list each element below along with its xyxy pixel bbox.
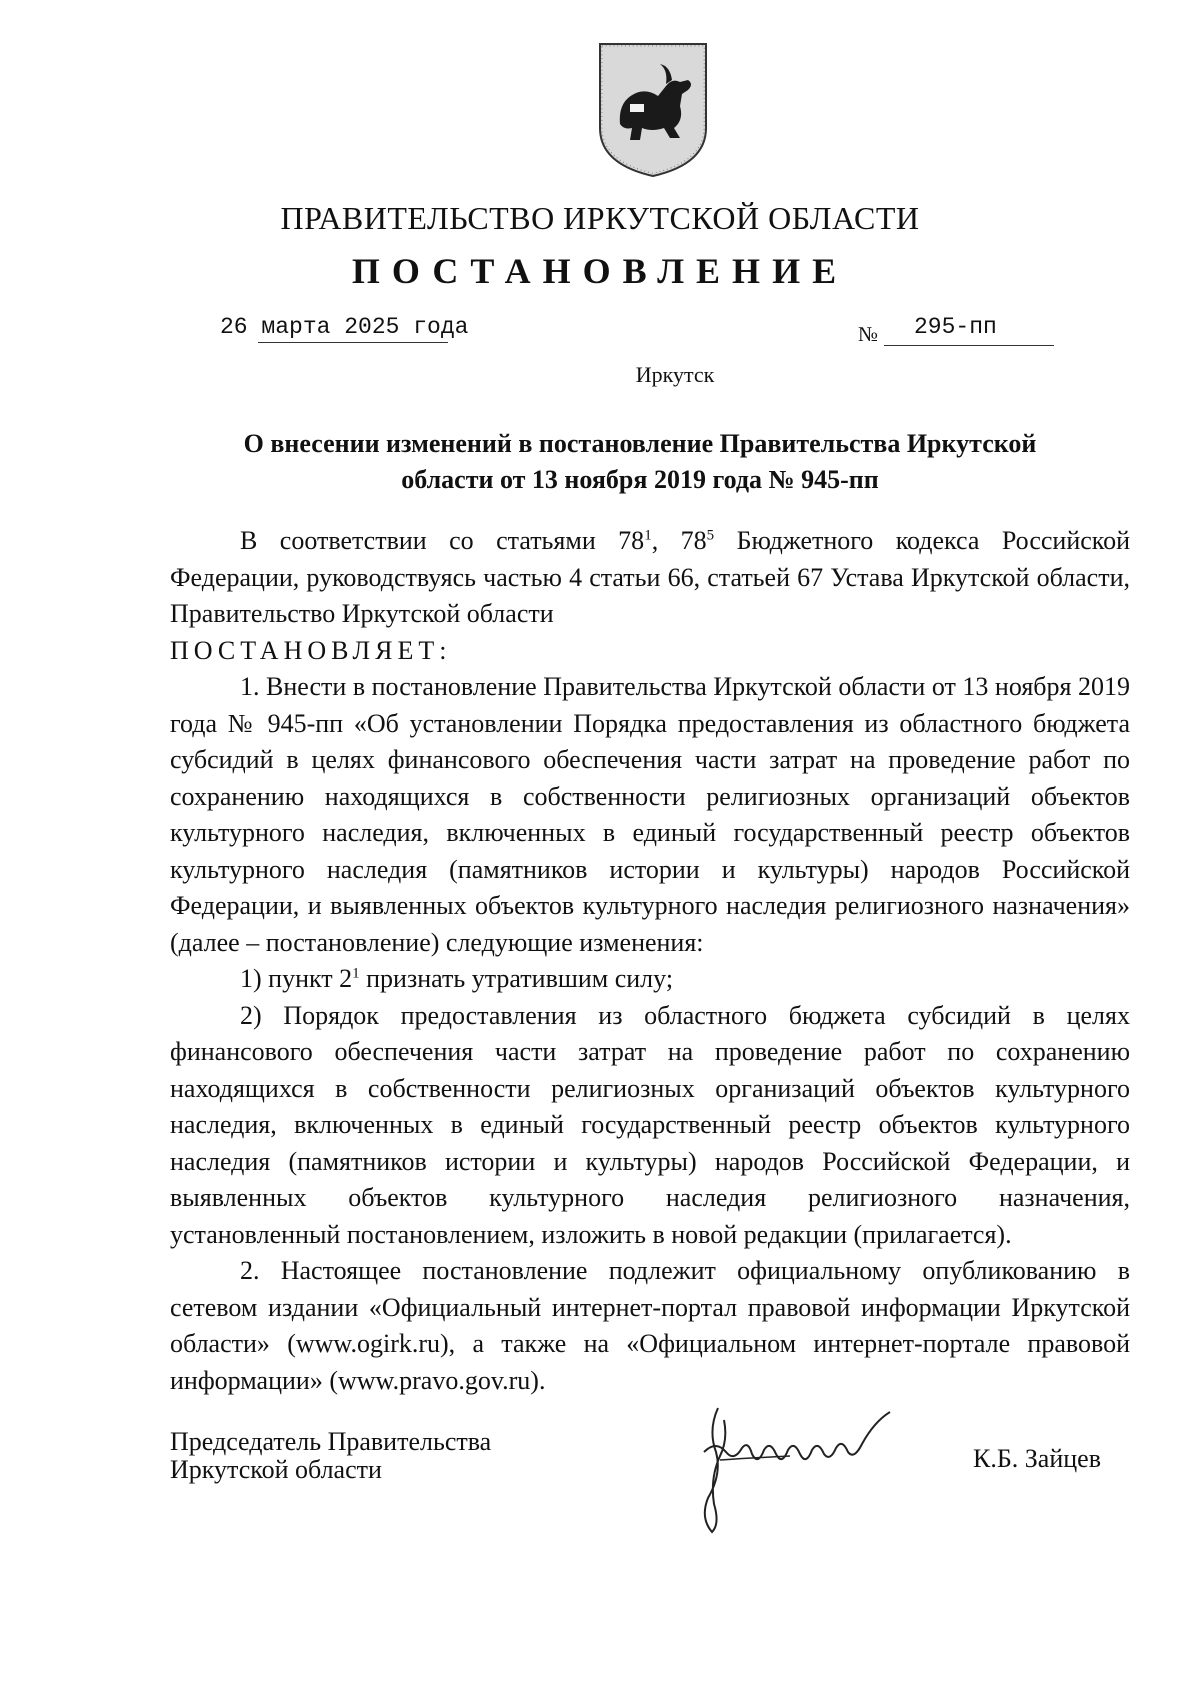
document-date: 26 марта 2025 года (220, 314, 469, 340)
title-line-1: О внесении изменений в постановление Правительства Иркутской (243, 429, 1037, 458)
signer-name: К.Б. Зайцев (973, 1444, 1101, 1473)
coat-of-arms-icon (596, 40, 710, 180)
subitem-1-paragraph (170, 961, 1130, 998)
preamble-paragraph (170, 523, 1130, 633)
government-name: ПРАВИТЕЛЬСТВО ИРКУТСКОЙ ОБЛАСТИ (280, 200, 920, 236)
signer-position (170, 1428, 491, 1484)
preamble-text: В соответствии со статьями 78 (240, 526, 645, 555)
preamble-text: , 78 (651, 526, 707, 555)
position-line-1: Председатель Правительства (170, 1427, 492, 1456)
document-title (170, 426, 1110, 498)
position-line-2: Иркутской области (170, 1455, 382, 1484)
subitem-text: признать утратившим силу; (359, 964, 674, 993)
title-line-2: области от 13 ноября 2019 года № 945-пп (401, 465, 879, 494)
document-type: ПОСТАНОВЛЕНИЕ (351, 251, 849, 291)
item-2-paragraph: 2. Настоящее постановление подлежит официальному опубликованию в сетевом издании «Официальный интернет-портал правовой информации Иркутской области» (www.ogirk.ru), а также на «Официальном интернет-портале правовой информации» (www.pravo.gov.ru). (170, 1256, 1130, 1395)
city: Иркутск (635, 362, 715, 387)
document-body (170, 523, 1130, 1399)
item-1-paragraph: 1. Внести в постановление Правительства Иркутской области от 13 ноября 2019 года № 945-пп «Об установлении Порядка предоставления из областного бюджета субсидий в целях финансового обеспечения части затрат на проведение работ по сохранению находящихся в собственности религиозных организаций объектов культурного наследия, включенных в единый государственный реестр объектов культурного наследия (памятников истории и культуры) народов Российской Федерации, и выявленных объектов культурного наследия религиозного назначения» (далее – постановление) следующие изменения: (170, 672, 1130, 957)
subitem-2-paragraph: 2) Порядок предоставления из областного бюджета субсидий в целях финансового обеспечения части затрат на проведение работ по сохранению находящихся в собственности религиозных организаций объектов культурного наследия, включенных в единый государственный реестр объектов культурного наследия (памятников истории и культуры) народов Российской Федерации, и выявленных объектов культурного наследия религиозного назначения, установленный постановлением, изложить в новой редакции (прилагается). (170, 1000, 1130, 1249)
superscript: 1 (352, 965, 360, 982)
signature-icon (690, 1400, 950, 1540)
preamble-text: Бюджетного кодекса Российской Федерации, руководствуясь частью 4 статьи 66, статьей 67 Устава Иркутской области, Правительство Иркутской области (170, 526, 1130, 628)
subitem-text: 1) пункт 2 (240, 964, 353, 993)
number-sign: № (858, 322, 879, 346)
document-number: 295-пп (914, 314, 997, 340)
date-underline (258, 342, 448, 343)
superscript: 5 (706, 527, 715, 544)
number-underline (884, 345, 1054, 346)
resolves-heading: ПОСТАНОВЛЯЕТ: (170, 635, 452, 665)
superscript: 1 (644, 527, 652, 544)
